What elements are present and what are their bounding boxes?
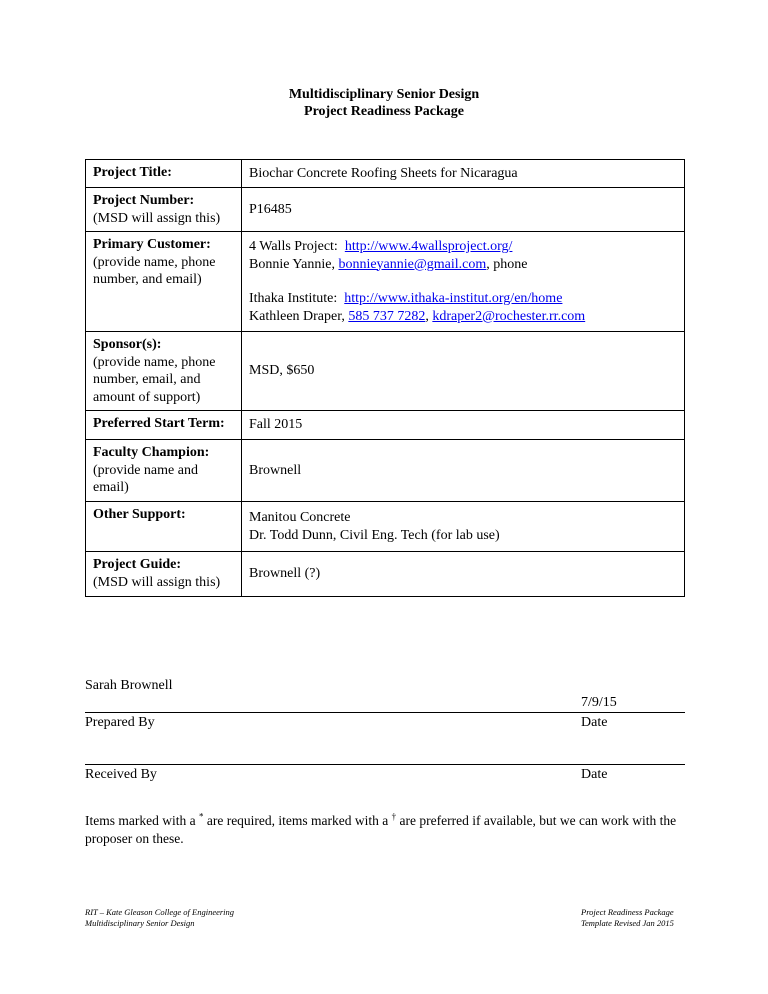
project-number-sublabel: (MSD will assign this) — [93, 210, 221, 226]
customer-line-kathleen — [249, 308, 677, 326]
customer-kathleen-email-link[interactable]: kdraper2@rochester.rr.com — [432, 308, 586, 324]
prepared-signature-line — [85, 712, 685, 713]
start-term-value: Fall 2015 — [249, 417, 303, 433]
primary-customer-sublabel: (provide name, phone number, and email) — [93, 254, 216, 287]
received-signature-line — [85, 764, 685, 765]
footer-right-line2: Template Revised Jan 2015 — [581, 917, 674, 928]
customer-blank-line — [249, 273, 677, 290]
customer-kathleen-separator: , — [425, 308, 433, 324]
note-text-part1: Items marked with a — [85, 813, 199, 828]
customer-line-ithaka — [249, 290, 677, 308]
customer-bonnie-name: Bonnie Yannie, — [249, 256, 339, 272]
value-cell-primary-customer — [242, 232, 685, 332]
dagger-superscript: † — [391, 811, 397, 822]
label-cell-sponsors — [86, 332, 242, 411]
table-row-sponsors — [86, 332, 685, 411]
value-cell-faculty-champion — [242, 440, 685, 502]
value-cell-other-support — [242, 502, 685, 552]
requirements-note — [85, 812, 685, 848]
faculty-champion-label: Faculty Champion: — [93, 445, 210, 460]
prepared-date-label: Date — [581, 715, 608, 730]
sponsors-label: Sponsor(s): — [93, 337, 162, 352]
sponsors-sublabel: (provide name, phone number, email, and amount of support) — [93, 354, 216, 405]
faculty-champion-value: Brownell — [249, 462, 302, 478]
project-title-label: Project Title: — [93, 165, 172, 180]
customer-ithaka-url-link[interactable]: http://www.ithaka-institut.org/en/home — [344, 291, 563, 306]
prepared-by-name: Sarah Brownell — [85, 678, 173, 693]
project-guide-value: Brownell (?) — [249, 566, 321, 582]
table-row-other-support — [86, 502, 685, 552]
label-cell-start-term — [86, 411, 242, 440]
project-guide-sublabel: (MSD will assign this) — [93, 574, 221, 590]
footer-left-line2: Multidisciplinary Senior Design — [85, 917, 195, 928]
project-number-label: Project Number: — [93, 193, 195, 208]
faculty-champion-sublabel: (provide name and email) — [93, 462, 198, 495]
other-support-value-line1: Manitou Concrete — [249, 510, 351, 525]
label-cell-primary-customer — [86, 232, 242, 332]
start-term-label: Preferred Start Term: — [93, 416, 225, 431]
customer-kathleen-phone-link[interactable]: 585 737 7282 — [348, 308, 426, 324]
label-cell-project-guide — [86, 552, 242, 597]
primary-customer-label: Primary Customer: — [93, 237, 211, 252]
table-row-project-number — [86, 188, 685, 232]
prepared-by-label: Prepared By — [85, 715, 155, 730]
other-support-value-line2: Dr. Todd Dunn, Civil Eng. Tech (for lab use) — [249, 527, 500, 543]
footer-left-line1: RIT – Kate Gleason College of Engineering — [85, 907, 235, 917]
value-cell-project-number — [242, 188, 685, 232]
customer-bonnie-suffix: , phone — [486, 256, 528, 272]
table-row-primary-customer — [86, 232, 685, 332]
note-text-part2: are required, items marked with a — [203, 813, 392, 828]
value-cell-start-term — [242, 411, 685, 440]
readiness-form-table — [85, 159, 685, 597]
project-title-value: Biochar Concrete Roofing Sheets for Nicaragua — [249, 165, 518, 181]
label-cell-other-support — [86, 502, 242, 552]
customer-bonnie-email-link[interactable]: bonnieyannie@gmail.com — [338, 256, 487, 272]
customer-ithaka-text: Ithaka Institute: — [249, 291, 345, 306]
document-title-line2: Project Readiness Package — [304, 104, 464, 119]
customer-line-4walls — [249, 238, 677, 256]
table-row-faculty-champion — [86, 440, 685, 502]
project-guide-label: Project Guide: — [93, 557, 181, 572]
signature-block — [85, 678, 685, 793]
label-cell-faculty-champion — [86, 440, 242, 502]
table-row-project-guide — [86, 552, 685, 597]
footer-right-line1: Project Readiness Package — [581, 907, 674, 917]
received-by-label: Received By — [85, 767, 157, 782]
document-title-line1: Multidisciplinary Senior Design — [288, 87, 480, 102]
page-footer — [85, 907, 685, 928]
project-number-value: P16485 — [249, 201, 292, 217]
prepared-date-value: 7/9/15 — [581, 695, 617, 710]
footer-right — [581, 907, 674, 928]
customer-4walls-text: 4 Walls Project: — [249, 239, 345, 254]
value-cell-sponsors — [242, 332, 685, 411]
table-row-start-term — [86, 411, 685, 440]
value-cell-project-guide — [242, 552, 685, 597]
customer-line-bonnie — [249, 256, 677, 274]
note-text-part3: are preferred if available, but we can work with the proposer on these. — [85, 813, 677, 846]
table-row-project-title — [86, 160, 685, 188]
label-cell-project-number — [86, 188, 242, 232]
asterisk-superscript: * — [198, 811, 204, 822]
value-cell-project-title — [242, 160, 685, 188]
customer-kathleen-name: Kathleen Draper, — [249, 308, 349, 324]
document-title — [0, 86, 768, 120]
sponsors-value: MSD, $650 — [249, 363, 315, 379]
received-date-label: Date — [581, 767, 608, 782]
label-cell-project-title — [86, 160, 242, 188]
other-support-label: Other Support: — [93, 507, 186, 522]
customer-4walls-url-link[interactable]: http://www.4wallsproject.org/ — [344, 239, 513, 254]
